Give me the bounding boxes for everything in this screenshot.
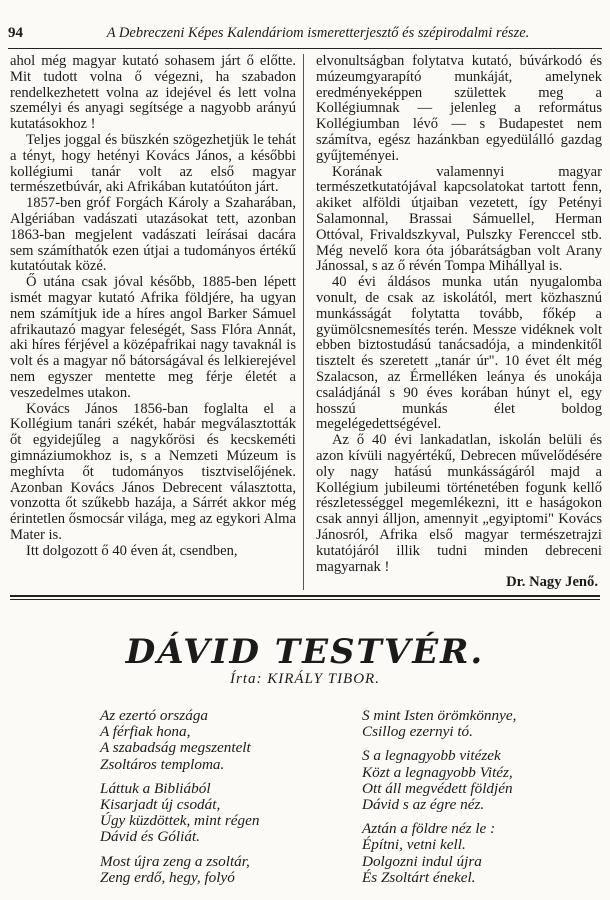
poem-stanza	[362, 821, 516, 886]
poem-line: Láttuk a Bibliából	[100, 779, 211, 797]
column-divider	[303, 54, 304, 590]
article-paragraph: Az ő 40 évi lankadatlan, iskolán belüli és azon kívüli nagyértékű, Debrecen művelődésére oly nagy hatású munkásságáról majd a Kollégium jubileumi történetében fogunk kellő részletességgel megemlékezni, itt e haságokon csak annyi álljon, amennyit „egyiptomi" Kovács Jánosról, Afrika első magyar természetrajzi kutatójáról illik tudni minden debreceni magyarnak !	[316, 432, 602, 575]
article-right-column	[316, 54, 602, 591]
page-number: 94	[8, 25, 23, 41]
poem-line: Zsoltáros temploma.	[100, 755, 225, 773]
poem-stanza	[100, 854, 259, 886]
poem-line: Ott áll megvédett földjén	[362, 779, 513, 797]
poem-line: Úgy küzdöttek, mint régen	[100, 812, 260, 830]
article-paragraph: Itt dolgozott ő 40 éven át, csendben,	[26, 542, 238, 559]
poem-line: Dolgozni indul újra	[362, 852, 482, 870]
article-paragraph: 1857-ben gróf Forgách Károly a Szaharában, Algériában vadászati utazásokat tett, azonban 1863-ban megjelent vadászati leírásai dacára sem számíthatók ezen útjai a tudományos értékű kutatóutak közé.	[10, 195, 296, 275]
poem-line: S mint Isten örömkönnye,	[362, 707, 517, 724]
article-paragraph: Teljes joggal és büszkén szögezhetjük le tehát a tényt, hogy hetényi Kovács János, a későbbi kollégiumi tanár volt az első magyar természetbúvár, aki Afrikában kutatóúton járt.	[10, 131, 296, 196]
poem-line: Közt a legnagyobb Vitéz,	[362, 763, 513, 781]
poem-title: DÁVID TESTVÉR.	[125, 632, 485, 672]
poem-right-column	[362, 708, 516, 894]
poem-line: A szabadság megszentelt	[100, 739, 251, 757]
poem-line: Csillog ezernyi tó.	[362, 723, 473, 741]
poem-line: S a legnagyobb vitézek	[362, 747, 501, 765]
author-signature: Dr. Nagy Jenő.	[506, 574, 598, 591]
article-left-column	[10, 54, 296, 560]
section-separator	[10, 595, 600, 597]
article-paragraph: 40 évi áldásos munka után nyugalomba vonult, de csak az iskolától, mert közhasznú munkásságát folytatta tovább, főkép a gyümölcsnemesítés terén. Messze vidéknek volt ebben biztostudású tanácsadója, a mindenkitől tisztelt és szeretett „tanár úr". 10 évet élt még Szalacson, az Érmelléken leánya és unokája családjánál s 90 éves korában húnyt el, egy hosszú munkás élet boldog megelégedettségével.	[316, 274, 602, 433]
article-paragraph: ahol még magyar kutató sohasem járt ő előtte. Mit tudott volna ő végezni, ha szabadon rendelkezhetett volna az idejével és lett volna személyi és anyagi segítsége a nagyobb arányú kutatásokhoz !	[10, 53, 296, 133]
article-paragraph: Ő utána csak jóval később, 1885-ben lépett ismét magyar kutató Afrika földjére, ha ugyan nem számítjuk ide a híres angol Barker Sámuel afrikautazó magyar feleségét, Sass Flóra Annát, aki híres férjével a középafrikai nagy tavaknál is volt és a magyar nő bátorságával és lelkierejével nem egyszer mentette meg férje életét a veszedelmes utakon.	[10, 274, 296, 401]
poem-line: És Zsoltárt énekel.	[362, 868, 476, 886]
poem-stanza	[362, 708, 516, 740]
poem-line: Építni, vetni kell.	[362, 836, 466, 854]
poem-line: Zeng erdő, hegy, folyó	[100, 868, 235, 886]
page-header	[8, 22, 602, 49]
poem-stanza	[100, 781, 259, 846]
poem-author: Írta: KIRÁLY TIBOR.	[230, 671, 380, 687]
running-title: A Debreczeni Képes Kalendáriom ismeretterjesztő és szépirodalmi része.	[106, 25, 530, 41]
poem-stanza	[100, 708, 259, 773]
poem-line: A férfiak hona,	[100, 723, 191, 741]
article-paragraph: elvonultságban folytatva kutató, búvárkodó és múzeumgyarapító munkáját, amelynek eredményeképpen születtek meg a Kollégiumnak — jelenleg a református Kollégiumban lévő — s Budapestet nem számítva, egész hazánkban egyedülálló gazdag gyűjteményei.	[316, 53, 602, 164]
poem-line: Most újra zeng a zsoltár,	[100, 852, 250, 870]
poem-line: Az ezertó országa	[100, 707, 209, 724]
poem-line: Dávid és Góliát.	[100, 828, 200, 846]
poem-line: Kisarjadt új csodát,	[100, 796, 221, 814]
poem-line: Dávid s az égre néz.	[362, 796, 485, 814]
article-paragraph: Korának valamennyi magyar természetkutatójával kapcsolatokat tartott fenn, akiket alföldi útjaiban vezetett, így Petényi Salamonnal, Brassai Sámuellel, Herman Ottóval, Frivaldszkyval, Pulszky Ferenccel stb. Még nevelő kora óta jóbarátságban volt Arany Jánossal, s az ő révén Tompa Mihállyal is.	[316, 163, 602, 275]
poem-left-column	[100, 708, 259, 894]
article-paragraph: Kovács János 1856-ban foglalta el a Kollégium tanári székét, habár megválasztották őt egyidejűleg a nagykőrösi és kecskeméti gimnáziumokhoz is, s a Nemzeti Múzeum is meghívta őt tudományos tisztviselőjének. Azonban Kovács János Debrecent választotta, vonzotta őt szűkebb hazája, a Sárrét akkor még érintetlen ősmocsár világa, meg az egykori Alma Mater is.	[10, 400, 296, 543]
poem-line: Aztán a földre néz le :	[362, 820, 496, 838]
poem-stanza	[362, 748, 516, 813]
section-separator-thin	[10, 599, 600, 600]
